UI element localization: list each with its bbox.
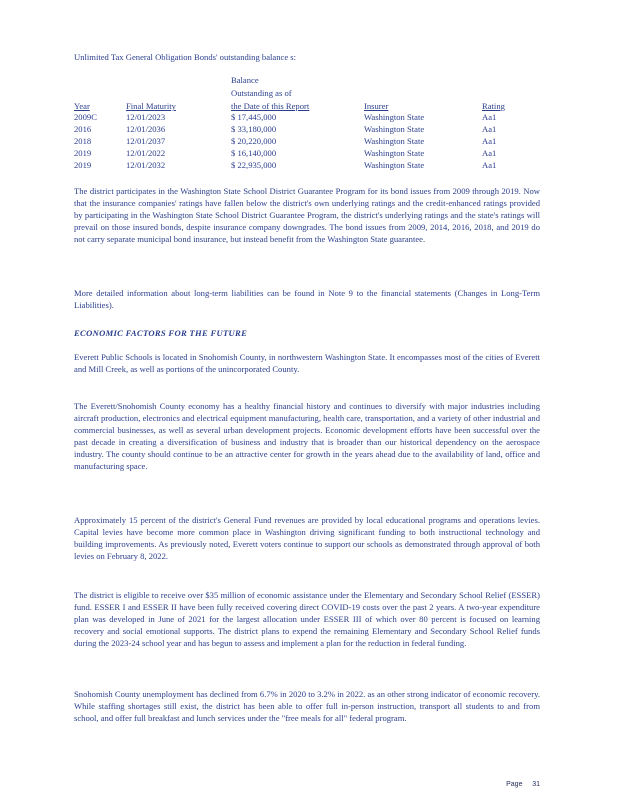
cell-maturity: 12/01/2023 bbox=[126, 112, 166, 122]
paragraph-economy: The Everett/Snohomish County economy has a healthy financial history and continues to diversify with major industries including aircraft production, electronics and electrical equipment manufacturing, health care, transportation, and a variety of other industrial and commercial businesses, as well as several urban development projects. Economic development efforts have been successful over the past decade in creating a diversification of business and industry that is broader than our historical dependency on the aerospace industry. The county should continue to be an attractive center for growth in the years ahead due to the availability of land, office and manufacturing space. bbox=[74, 401, 540, 471]
cell-balance: $ 17,445,000 bbox=[231, 112, 277, 122]
section-heading: ECONOMIC FACTORS FOR THE FUTURE bbox=[74, 328, 248, 338]
cell-rating: Aa1 bbox=[482, 136, 497, 146]
col-balance: the Date of this Report bbox=[231, 101, 310, 111]
page-label: Page bbox=[506, 781, 523, 788]
page-number-value: 31 bbox=[532, 781, 540, 788]
cell-year: 2016 bbox=[74, 124, 92, 134]
balance-header-line2: Outstanding as of bbox=[231, 88, 292, 98]
paragraph-long-term-liabilities: More detailed information about long-term liabilities can be found in Note 9 to the financial statements (Changes in Long-Term Liabilities). bbox=[74, 288, 540, 310]
col-insurer: Insurer bbox=[364, 101, 389, 111]
cell-maturity: 12/01/2032 bbox=[126, 160, 166, 170]
cell-insurer: Washington State bbox=[364, 136, 425, 146]
cell-maturity: 12/01/2022 bbox=[126, 148, 166, 158]
paragraph-location: Everett Public Schools is located in Snohomish County, in northwestern Washington State. It encompasses most of the cities of Everett and Mill Creek, as well as portions of the unincorporated County. bbox=[74, 352, 540, 374]
cell-balance: $ 33,180,000 bbox=[231, 124, 277, 134]
balance-header-line1: Balance bbox=[231, 75, 259, 85]
paragraph-guarantee-program: The district participates in the Washington State School District Guarantee Program for its bond issues from 2009 through 2019. Now that the insurance companies' ratings have fallen below the district's own underlying ratings and the credit-enhanced ratings provided by participating in the Washington State School District Guarantee Program, the district's underlying ratings and the state's ratings will prevail on those insured bonds, despite insurance company downgrades. The bond issues from 2009, 2014, 2016, 2018, and 2019 do not carry separate municipal bond insurance, but instead benefit from the Washington State guarantee. bbox=[74, 186, 540, 244]
cell-balance: $ 22,935,000 bbox=[231, 160, 277, 170]
cell-insurer: Washington State bbox=[364, 160, 425, 170]
intro-text: Unlimited Tax General Obligation Bonds' outstanding balance s: bbox=[74, 52, 297, 62]
paragraph-esser: The district is eligible to receive over $35 million of economic assistance under the Elementary and Secondary School Relief (ESSER) fund. ESSER I and ESSER II have been fully received covering direct COVID-19 costs over the past 2 years. A two-year expenditure plan was developed in June of 2021 for the largest allocation under ESSER III of which over 80 percent is focused on learning recovery and social emotional supports. The district plans to expend the remaining Elementary and Secondary School Relief funds during the 2023-24 school year and has begun to assess and implement a plan for the reduction in federal funding. bbox=[74, 590, 540, 648]
cell-maturity: 12/01/2036 bbox=[126, 124, 166, 134]
cell-insurer: Washington State bbox=[364, 148, 425, 158]
cell-year: 2019 bbox=[74, 148, 92, 158]
cell-balance: $ 20,220,000 bbox=[231, 136, 277, 146]
page-number bbox=[506, 781, 540, 788]
cell-year: 2018 bbox=[74, 136, 92, 146]
cell-year: 2009C bbox=[74, 112, 97, 122]
cell-balance: $ 16,140,000 bbox=[231, 148, 277, 158]
col-maturity: Final Maturity bbox=[126, 101, 176, 111]
cell-rating: Aa1 bbox=[482, 148, 497, 158]
cell-maturity: 12/01/2037 bbox=[126, 136, 166, 146]
cell-rating: Aa1 bbox=[482, 112, 497, 122]
cell-rating: Aa1 bbox=[482, 160, 497, 170]
col-rating: Rating bbox=[482, 101, 505, 111]
cell-rating: Aa1 bbox=[482, 124, 497, 134]
cell-insurer: Washington State bbox=[364, 124, 425, 134]
cell-year: 2019 bbox=[74, 160, 92, 170]
col-year: Year bbox=[74, 101, 90, 111]
paragraph-unemployment: Snohomish County unemployment has declined from 6.7% in 2020 to 3.2% in 2022. as an other strong indicator of economic recovery. While staffing shortages still exist, the district has been able to offer full in-person instruction, transport all students to and from school, and offer full breakfast and lunch services under the "free meals for all" federal program. bbox=[74, 689, 540, 723]
cell-insurer: Washington State bbox=[364, 112, 425, 122]
paragraph-levies: Approximately 15 percent of the district's General Fund revenues are provided by local educational programs and operations levies. Capital levies have become more common place in Washington driving significant funding to both instructional technology and building improvements. As previously noted, Everett voters continue to support our schools as demonstrated through approval of both levies on February 8, 2022. bbox=[74, 515, 540, 561]
